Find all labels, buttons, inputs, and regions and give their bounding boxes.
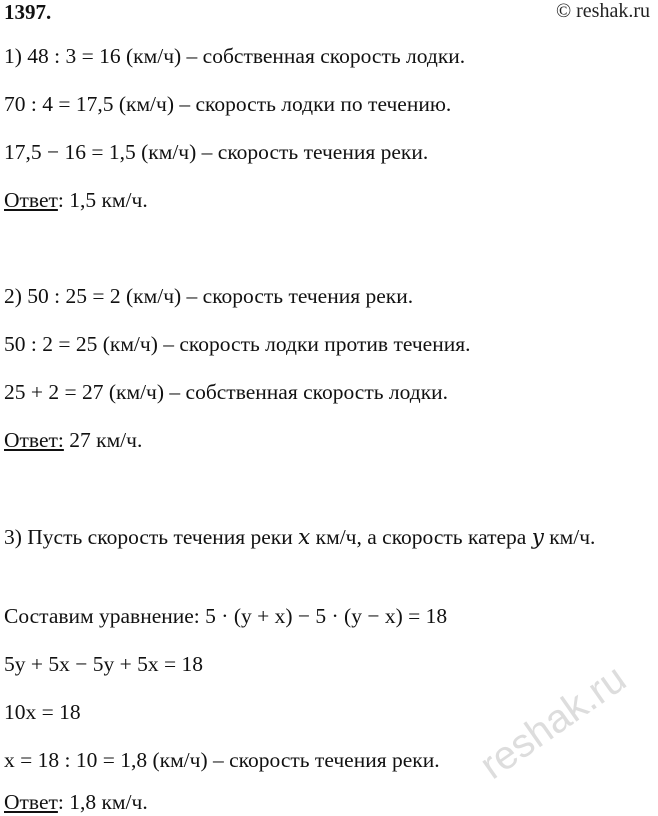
equation-1: 5 · (y + x) − 5 · (y − x) = 18 — [205, 604, 448, 628]
intro-text-a: 3) Пусть скорость течения реки — [4, 525, 299, 549]
answer-value: 27 км/ч. — [63, 428, 143, 452]
var-y: y — [531, 525, 544, 550]
answer-label: Ответ: — [4, 428, 64, 452]
part2-line1: 2) 50 : 25 = 2 (км/ч) – скорость течения реки. — [4, 284, 414, 308]
answer-label: Ответ — [4, 188, 58, 212]
equation-label: Составим уравнение: — [4, 604, 206, 628]
site-label: © reshak.ru — [555, 0, 650, 22]
part3-equation-line — [4, 604, 447, 629]
part2-line3: 25 + 2 = 27 (км/ч) – собственная скорость лодки. — [4, 380, 449, 404]
part3-equation-2: 5y + 5x − 5y + 5x = 18 — [4, 652, 204, 676]
answer-label: Ответ — [4, 790, 58, 814]
part3-equation-4: x = 18 : 10 = 1,8 (км/ч) – скорость течения реки. — [4, 748, 440, 772]
answer-value: : 1,8 км/ч. — [57, 790, 148, 814]
part1-answer — [4, 188, 148, 213]
part2-answer — [4, 428, 142, 453]
intro-text-b: км/ч, а скорость катера — [310, 525, 532, 549]
part3-intro — [4, 519, 654, 556]
answer-value: : 1,5 км/ч. — [57, 188, 148, 212]
watermark: reshak.ru — [472, 656, 635, 788]
part1-line3: 17,5 − 16 = 1,5 (км/ч) – скорость течения реки. — [4, 140, 429, 164]
part1-line1: 1) 48 : 3 = 16 (км/ч) – собственная скорость лодки. — [4, 44, 466, 68]
exercise-number: 1397. — [4, 0, 52, 24]
part3-equation-3: 10x = 18 — [4, 700, 81, 724]
part2-line2: 50 : 2 = 25 (км/ч) – скорость лодки против течения. — [4, 332, 471, 356]
part3-answer — [4, 790, 148, 815]
var-x: x — [298, 525, 311, 550]
intro-text-c: км/ч. — [543, 525, 596, 549]
part1-line2: 70 : 4 = 17,5 (км/ч) – скорость лодки по течению. — [4, 92, 452, 116]
